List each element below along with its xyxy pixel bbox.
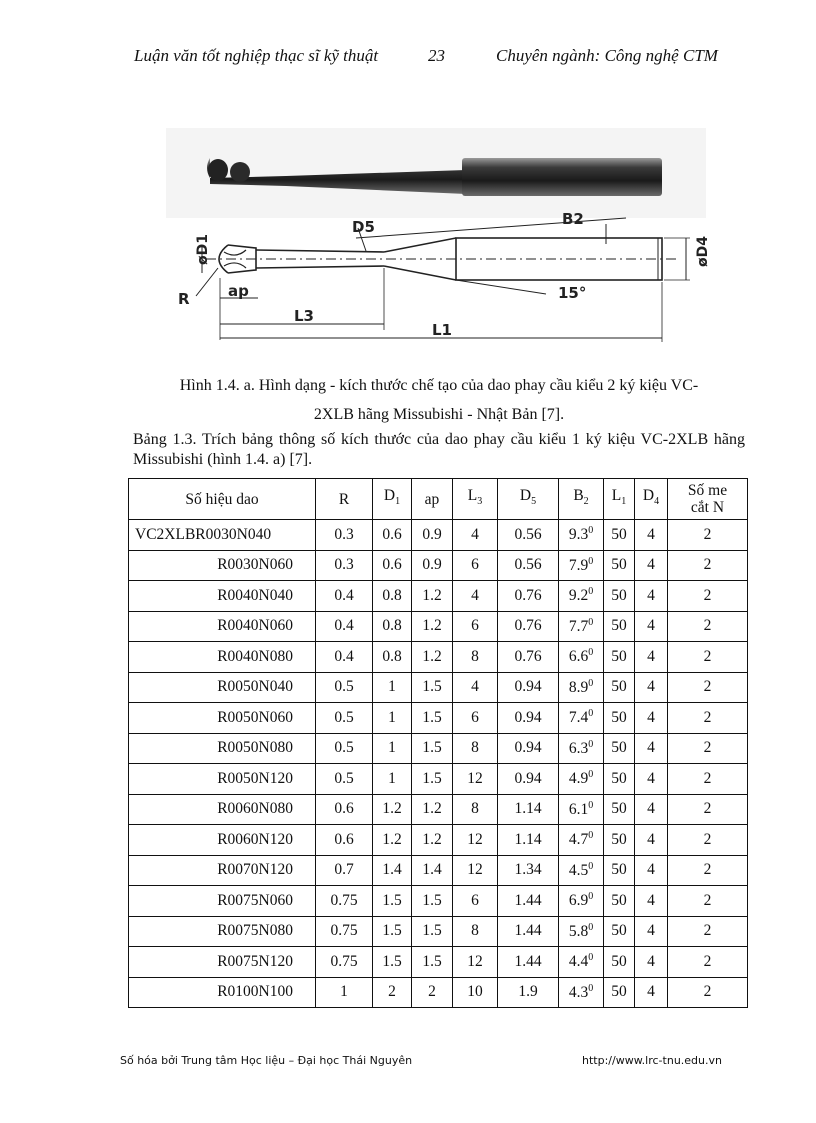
cell-code: R0040N080 [129,642,316,673]
cell-d5: 0.56 [498,550,559,581]
cell-l3: 12 [453,947,498,978]
label-ap: ap [228,282,249,300]
cell-r: 0.5 [316,672,373,703]
table-header-row [129,479,748,520]
cell-ap: 1.5 [412,947,453,978]
cell-r: 0.5 [316,733,373,764]
cell-code: R0060N120 [129,825,316,856]
col-header-b2: $B_2$ [559,479,604,520]
cell-r: 1 [316,977,373,1008]
col-header-code: Số hiệu dao [129,479,316,520]
cell-l3: 6 [453,886,498,917]
cell-l1: 50 [604,764,635,795]
cell-b2: $5.8^0$ [559,916,604,947]
cell-d1: 1.5 [373,947,412,978]
cell-n: 2 [668,977,748,1008]
cell-n: 2 [668,794,748,825]
table-row [129,611,748,642]
cell-b2: $4.3^0$ [559,977,604,1008]
cell-d5: 0.94 [498,764,559,795]
cell-code: VC2XLBR0030N040 [129,520,316,551]
col-header-d5: $D_5$ [498,479,559,520]
cell-n: 2 [668,825,748,856]
cell-code: R0075N120 [129,947,316,978]
cell-d4: 4 [635,794,668,825]
cell-code: R0030N060 [129,550,316,581]
cell-l1: 50 [604,581,635,612]
cell-l1: 50 [604,642,635,673]
table-row [129,672,748,703]
cell-d4: 4 [635,703,668,734]
cell-l1: 50 [604,916,635,947]
cell-d4: 4 [635,520,668,551]
cell-n: 2 [668,733,748,764]
cell-b2: $4.9^0$ [559,764,604,795]
cell-b2: $4.5^0$ [559,855,604,886]
figure-caption-line-1: Hình 1.4. a. Hình dạng - kích thước chế tạo của dao phay cầu kiểu 2 ký kiệu VC- [179,377,699,394]
cell-d1: 2 [373,977,412,1008]
table-row [129,764,748,795]
table-row [129,825,748,856]
cell-b2: $7.4^0$ [559,703,604,734]
cell-ap: 1.5 [412,733,453,764]
cell-r: 0.5 [316,703,373,734]
cell-ap: 0.9 [412,520,453,551]
cell-n: 2 [668,642,748,673]
cell-r: 0.4 [316,611,373,642]
table-row [129,703,748,734]
cell-d4: 4 [635,855,668,886]
cell-n: 2 [668,947,748,978]
cell-code: R0075N060 [129,886,316,917]
col-header-n: Số me cắt N [668,479,748,520]
cell-ap: 1.5 [412,672,453,703]
label-r: R [178,290,190,308]
cell-b2: $4.7^0$ [559,825,604,856]
table-row [129,977,748,1008]
cell-n: 2 [668,764,748,795]
cell-l3: 4 [453,581,498,612]
col-header-ap: ap [412,479,453,520]
cell-l1: 50 [604,733,635,764]
table-row [129,642,748,673]
cell-ap: 1.2 [412,642,453,673]
cell-r: 0.6 [316,825,373,856]
cell-ap: 1.2 [412,825,453,856]
dimension-labels [178,210,711,339]
header-thesis-title: Luận văn tốt nghiệp thạc sĩ kỹ thuật [134,46,379,65]
cell-d5: 0.56 [498,520,559,551]
cell-d5: 0.94 [498,733,559,764]
cell-ap: 1.2 [412,794,453,825]
cell-d5: 0.76 [498,611,559,642]
end-mill-spec-table [128,478,748,1008]
cell-d4: 4 [635,642,668,673]
cell-d4: 4 [635,550,668,581]
cell-n: 2 [668,672,748,703]
table-row [129,794,748,825]
cell-d1: 0.8 [373,581,412,612]
table-row [129,733,748,764]
cell-l3: 6 [453,703,498,734]
cell-b2: $9.2^0$ [559,581,604,612]
cell-l1: 50 [604,886,635,917]
footer-url: http://www.lrc-tnu.edu.vn [582,1054,722,1067]
cell-r: 0.5 [316,764,373,795]
cell-d4: 4 [635,886,668,917]
col-header-l1: $L_1$ [604,479,635,520]
col-header-l3: $L_3$ [453,479,498,520]
table-row [129,581,748,612]
cell-d1: 1.2 [373,825,412,856]
cell-n: 2 [668,886,748,917]
cell-code: R0040N040 [129,581,316,612]
cell-d4: 4 [635,733,668,764]
cell-l3: 6 [453,611,498,642]
cell-n: 2 [668,550,748,581]
cell-n: 2 [668,581,748,612]
cell-l3: 10 [453,977,498,1008]
cell-d5: 0.76 [498,642,559,673]
cell-d1: 1 [373,703,412,734]
table-row [129,855,748,886]
cell-r: 0.4 [316,581,373,612]
cell-l1: 50 [604,703,635,734]
cell-d4: 4 [635,764,668,795]
cell-ap: 1.5 [412,703,453,734]
cell-n: 2 [668,611,748,642]
cell-l1: 50 [604,520,635,551]
cell-l3: 4 [453,672,498,703]
col-header-d1: $D_1$ [373,479,412,520]
label-angle: 15° [558,284,587,302]
cell-ap: 1.5 [412,764,453,795]
table-row [129,520,748,551]
table-row [129,916,748,947]
footer-source: Số hóa bởi Trung tâm Học liệu – Đại học Thái Nguyên [120,1054,413,1067]
cell-l3: 8 [453,733,498,764]
table-row [129,886,748,917]
cell-d1: 1 [373,733,412,764]
cell-d4: 4 [635,611,668,642]
cell-r: 0.4 [316,642,373,673]
cell-code: R0050N060 [129,703,316,734]
cell-l3: 4 [453,520,498,551]
cell-code: R0050N080 [129,733,316,764]
cell-ap: 1.2 [412,611,453,642]
cell-d1: 0.6 [373,520,412,551]
cell-ap: 0.9 [412,550,453,581]
cell-d5: 0.94 [498,703,559,734]
cell-b2: $9.3^0$ [559,520,604,551]
cell-l1: 50 [604,977,635,1008]
cell-r: 0.6 [316,794,373,825]
cell-b2: $8.9^0$ [559,672,604,703]
cell-d5: 1.44 [498,916,559,947]
cell-d5: 1.44 [498,947,559,978]
cell-d5: 1.14 [498,794,559,825]
cell-d5: 0.76 [498,581,559,612]
cell-d1: 1.5 [373,886,412,917]
cell-l1: 50 [604,794,635,825]
table-title: Bảng 1.3. Trích bảng thông số kích thước của dao phay cầu kiểu 1 ký kiệu VC-2XLB hãng Missubishi (hình 1.4. a) [7]. [133,431,745,468]
cell-d4: 4 [635,672,668,703]
cell-d1: 1.4 [373,855,412,886]
cell-d4: 4 [635,916,668,947]
cell-l1: 50 [604,672,635,703]
cell-d1: 1 [373,764,412,795]
header-page-number: 23 [428,46,445,65]
cell-code: R0050N120 [129,764,316,795]
cell-r: 0.75 [316,916,373,947]
cell-l1: 50 [604,611,635,642]
cell-ap: 1.5 [412,886,453,917]
end-mill-drawing [166,128,711,346]
cell-b2: $4.4^0$ [559,947,604,978]
cell-b2: $6.6^0$ [559,642,604,673]
cell-code: R0100N100 [129,977,316,1008]
cell-r: 0.3 [316,520,373,551]
cell-n: 2 [668,916,748,947]
cell-l3: 8 [453,642,498,673]
cell-d5: 1.44 [498,886,559,917]
label-d5: D5 [352,218,375,236]
cell-d4: 4 [635,977,668,1008]
label-d4: øD4 [695,236,711,267]
cell-d4: 4 [635,947,668,978]
cell-ap: 2 [412,977,453,1008]
cell-l3: 6 [453,550,498,581]
cell-r: 0.3 [316,550,373,581]
cell-r: 0.7 [316,855,373,886]
cell-l3: 12 [453,764,498,795]
cell-n: 2 [668,855,748,886]
tool-photo [166,128,706,218]
cell-l1: 50 [604,550,635,581]
label-l3: L3 [294,307,314,325]
cell-l3: 8 [453,794,498,825]
cell-n: 2 [668,520,748,551]
cell-code: R0060N080 [129,794,316,825]
cell-l3: 12 [453,825,498,856]
col-header-r: R [316,479,373,520]
table-body [129,520,748,1008]
cell-l1: 50 [604,825,635,856]
cell-b2: $7.9^0$ [559,550,604,581]
cell-d1: 1.2 [373,794,412,825]
label-d1: øD1 [195,234,211,265]
cell-b2: $6.9^0$ [559,886,604,917]
col-header-d4: $D_4$ [635,479,668,520]
cell-l3: 8 [453,916,498,947]
figure-caption-line-2: 2XLB hãng Missubishi - Nhật Bản [7]. [313,406,565,423]
cell-l1: 50 [604,855,635,886]
cell-b2: $6.3^0$ [559,733,604,764]
cell-code: R0075N080 [129,916,316,947]
cell-d5: 1.14 [498,825,559,856]
ball-end-mill-figure [166,128,711,346]
cell-r: 0.75 [316,947,373,978]
cell-ap: 1.2 [412,581,453,612]
cell-d1: 0.8 [373,611,412,642]
cell-ap: 1.5 [412,916,453,947]
cell-r: 0.75 [316,886,373,917]
cell-l3: 12 [453,855,498,886]
header-specialty: Chuyên ngành: Công nghệ CTM [496,46,718,65]
cell-d4: 4 [635,825,668,856]
cell-code: R0040N060 [129,611,316,642]
cell-b2: $6.1^0$ [559,794,604,825]
cell-n: 2 [668,703,748,734]
cell-d5: 1.34 [498,855,559,886]
cell-d1: 1.5 [373,916,412,947]
cell-l1: 50 [604,947,635,978]
cell-d1: 0.6 [373,550,412,581]
label-l1: L1 [432,321,452,339]
cell-b2: $7.7^0$ [559,611,604,642]
cell-d5: 0.94 [498,672,559,703]
label-b2: B2 [562,210,584,228]
cell-code: R0050N040 [129,672,316,703]
cell-d1: 1 [373,672,412,703]
table-row [129,550,748,581]
table-row [129,947,748,978]
cell-code: R0070N120 [129,855,316,886]
cell-d4: 4 [635,581,668,612]
cell-d1: 0.8 [373,642,412,673]
cell-ap: 1.4 [412,855,453,886]
cell-d5: 1.9 [498,977,559,1008]
